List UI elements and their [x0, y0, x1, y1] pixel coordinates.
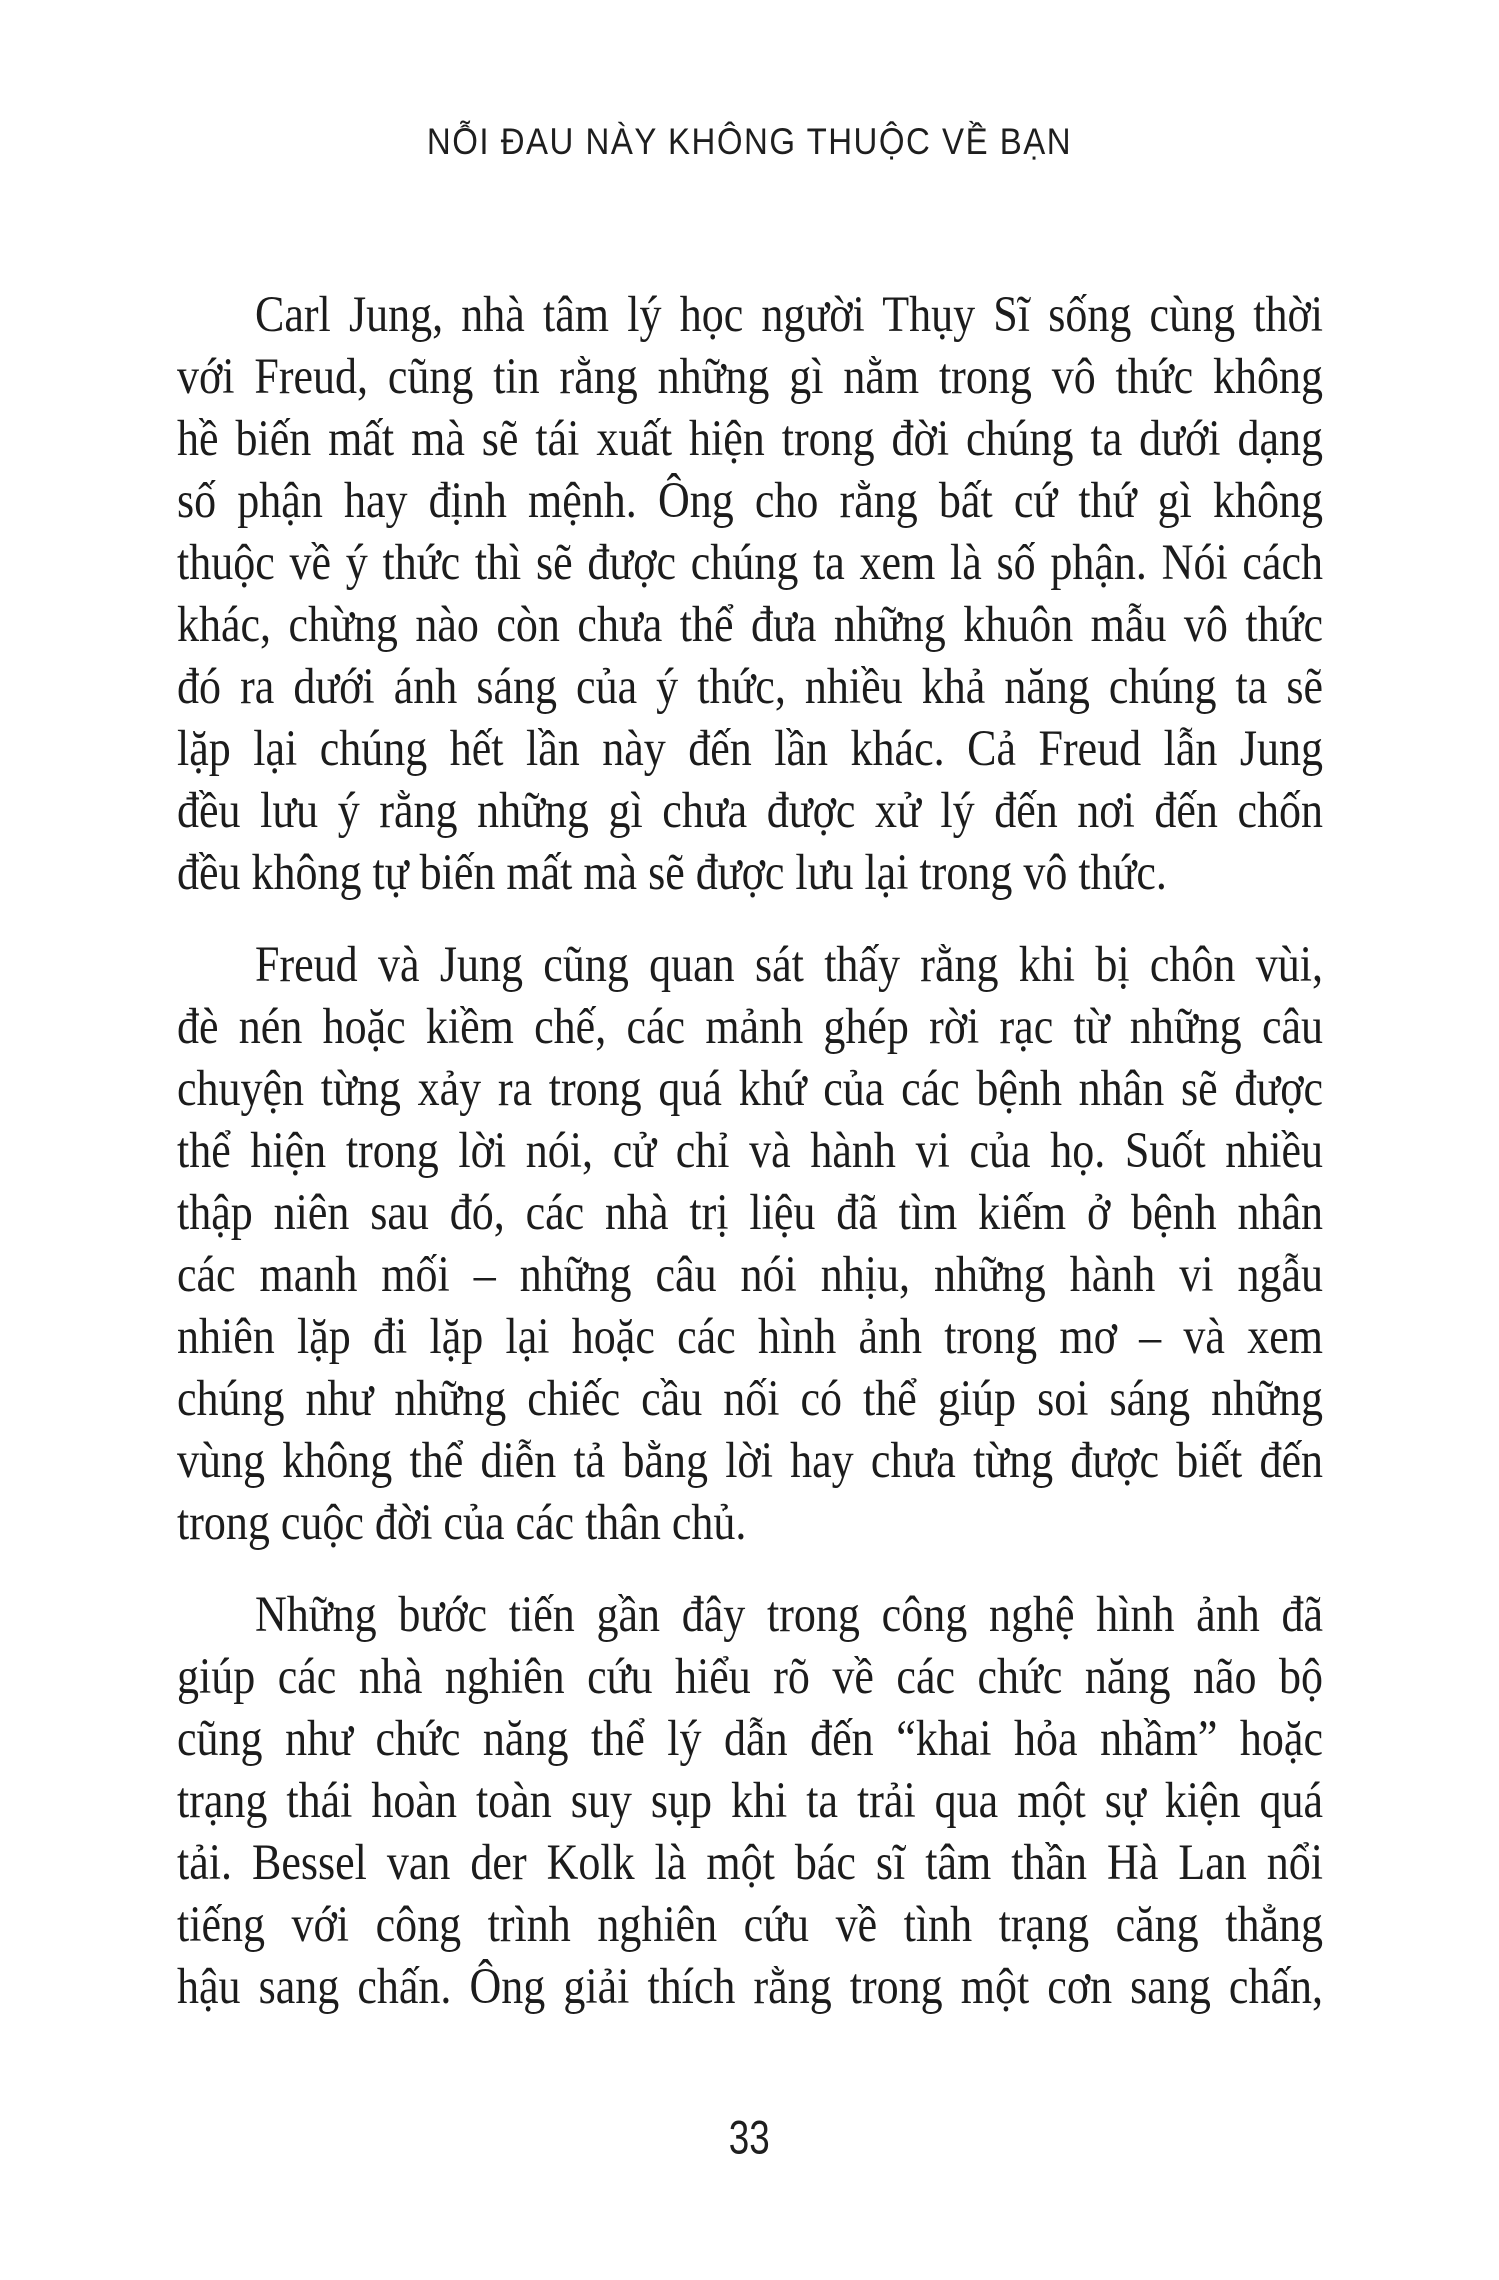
- page-number-container: [0, 2112, 1499, 2164]
- text-line: cũng như chức năng thể lý dẫn đến “khai hỏa nhầm” hoặc: [177, 1710, 1323, 1767]
- text-line: chuyện từng xảy ra trong quá khứ của các bệnh nhân sẽ được: [177, 1060, 1323, 1117]
- text-line: số phận hay định mệnh. Ông cho rằng bất cứ thứ gì không: [177, 472, 1323, 529]
- text-line: đều không tự biến mất mà sẽ được lưu lại trong vô thức.: [177, 844, 1167, 901]
- paragraph: [177, 934, 1323, 1554]
- text-line: vùng không thể diễn tả bằng lời hay chưa từng được biết đến: [177, 1432, 1323, 1489]
- text-line: thuộc về ý thức thì sẽ được chúng ta xem là số phận. Nói cách: [177, 534, 1323, 591]
- page-body: [177, 284, 1323, 2048]
- text-line: tiếng với công trình nghiên cứu về tình trạng căng thẳng: [177, 1896, 1323, 1953]
- text-line: Carl Jung, nhà tâm lý học người Thụy Sĩ sống cùng thời: [255, 286, 1323, 343]
- text-line: lặp lại chúng hết lần này đến lần khác. Cả Freud lẫn Jung: [177, 720, 1323, 777]
- text-line: Freud và Jung cũng quan sát thấy rằng khi bị chôn vùi,: [255, 936, 1323, 993]
- text-line: thể hiện trong lời nói, cử chỉ và hành vi của họ. Suốt nhiều: [177, 1122, 1323, 1179]
- text-line: chúng như những chiếc cầu nối có thể giúp soi sáng những: [177, 1370, 1323, 1427]
- paragraph: [177, 1584, 1323, 2018]
- text-line: giúp các nhà nghiên cứu hiểu rõ về các chức năng não bộ: [177, 1648, 1323, 1705]
- paragraph: [177, 284, 1323, 904]
- text-line: khác, chừng nào còn chưa thể đưa những khuôn mẫu vô thức: [177, 596, 1323, 653]
- text-line: trong cuộc đời của các thân chủ.: [177, 1494, 747, 1551]
- text-line: tải. Bessel van der Kolk là một bác sĩ tâm thần Hà Lan nổi: [177, 1834, 1323, 1891]
- text-line: nhiên lặp đi lặp lại hoặc các hình ảnh trong mơ – và xem: [177, 1308, 1323, 1365]
- running-header: NỖI ĐAU NÀY KHÔNG THUỘC VỀ BẠN: [426, 120, 1073, 162]
- text-line: với Freud, cũng tin rằng những gì nằm trong vô thức không: [177, 348, 1323, 405]
- text-line: đó ra dưới ánh sáng của ý thức, nhiều khả năng chúng ta sẽ: [177, 658, 1323, 715]
- text-line: Những bước tiến gần đây trong công nghệ hình ảnh đã: [255, 1586, 1323, 1643]
- text-line: các manh mối – những câu nói nhịu, những hành vi ngẫu: [177, 1246, 1323, 1303]
- text-line: trạng thái hoàn toàn suy sụp khi ta trải qua một sự kiện quá: [177, 1772, 1323, 1829]
- text-line: hậu sang chấn. Ông giải thích rằng trong một cơn sang chấn,: [177, 1958, 1323, 2015]
- text-line: thập niên sau đó, các nhà trị liệu đã tìm kiếm ở bệnh nhân: [177, 1184, 1323, 1241]
- text-line: hề biến mất mà sẽ tái xuất hiện trong đời chúng ta dưới dạng: [177, 410, 1323, 467]
- page-number: 33: [729, 2112, 770, 2164]
- text-line: đè nén hoặc kiềm chế, các mảnh ghép rời rạc từ những câu: [177, 998, 1323, 1055]
- text-line: đều lưu ý rằng những gì chưa được xử lý đến nơi đến chốn: [177, 782, 1323, 839]
